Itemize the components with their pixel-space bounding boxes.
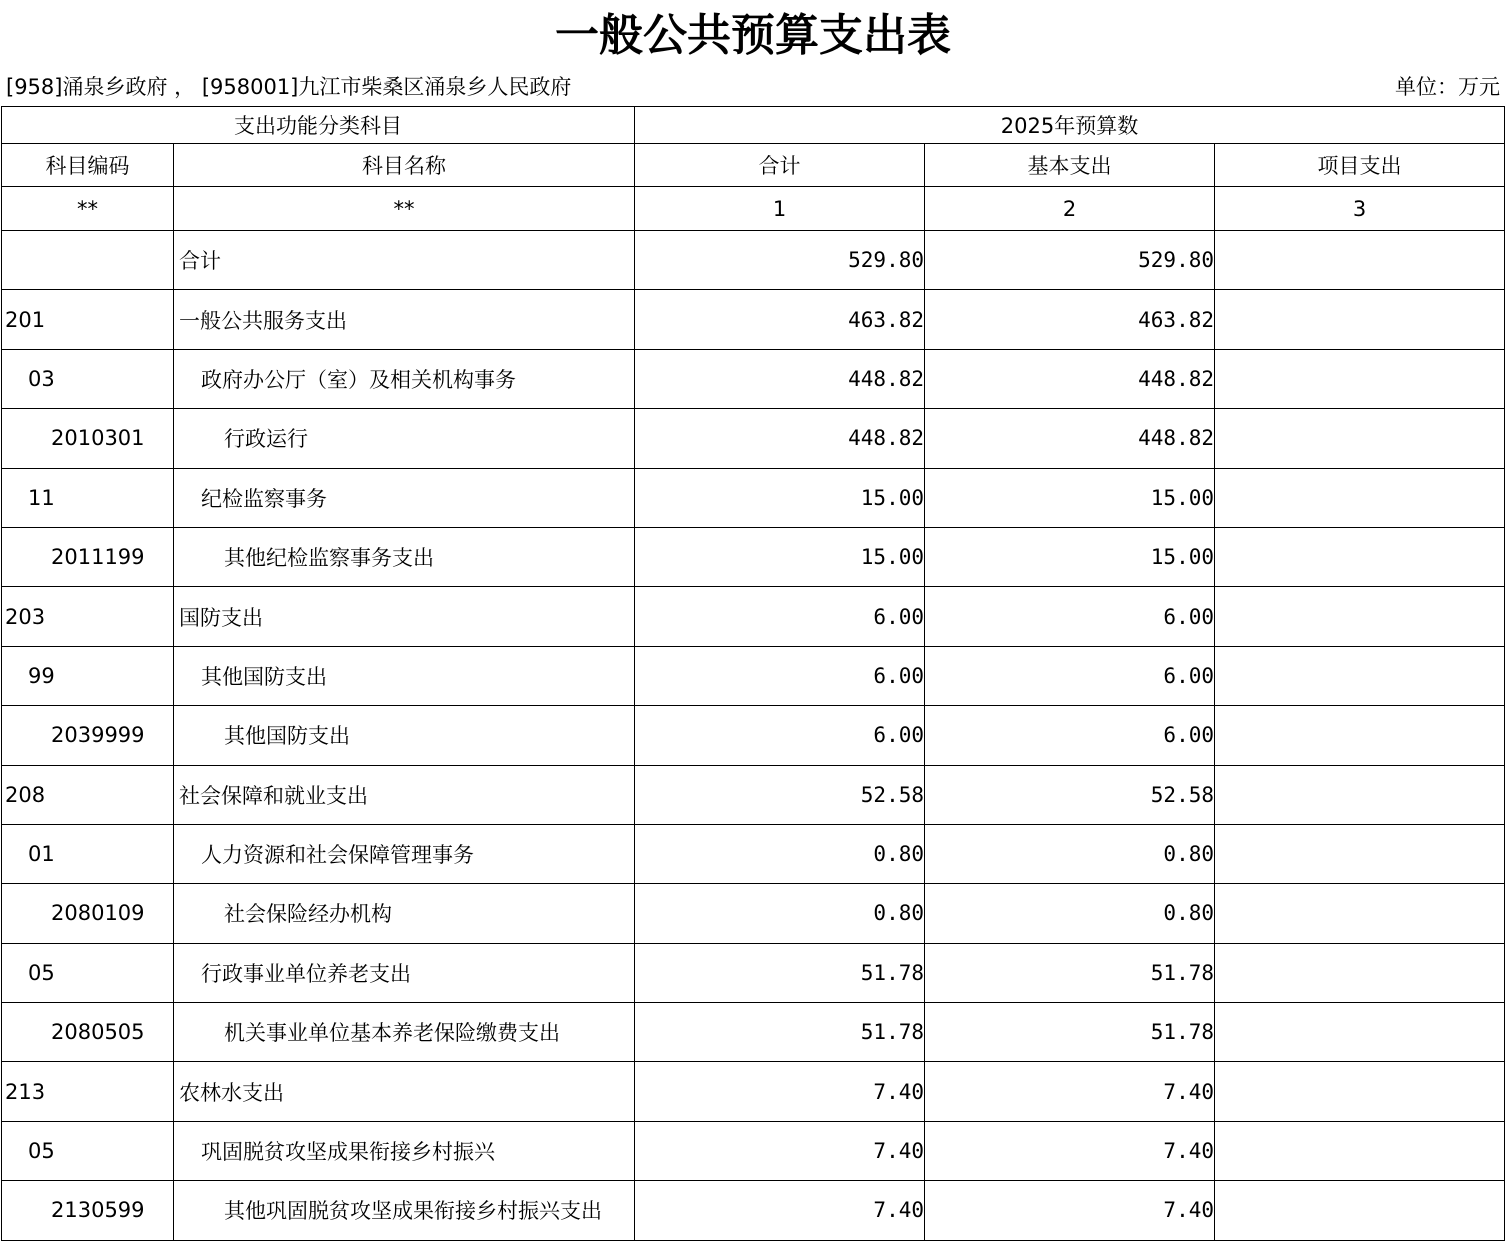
header-budget-year: 2025年预算数 xyxy=(635,107,1505,144)
basic-amount: 0.80 xyxy=(925,824,1215,883)
subject-code: 213 xyxy=(2,1062,174,1121)
total-amount: 0.80 xyxy=(635,824,925,883)
index-total: 1 xyxy=(635,187,925,231)
total-amount: 15.00 xyxy=(635,527,925,586)
project-amount xyxy=(1215,468,1505,527)
table-row xyxy=(2,824,1505,883)
table-row xyxy=(2,943,1505,1002)
header-function-category: 支出功能分类科目 xyxy=(2,107,635,144)
table-row xyxy=(2,1181,1505,1240)
index-basic: 2 xyxy=(925,187,1215,231)
total-amount: 51.78 xyxy=(635,943,925,1002)
total-amount: 52.58 xyxy=(635,765,925,824)
budget-table xyxy=(1,106,1505,1241)
subject-code: 2039999 xyxy=(2,706,174,765)
header-subject-name: 科目名称 xyxy=(174,144,635,187)
basic-amount: 7.40 xyxy=(925,1062,1215,1121)
total-amount: 529.80 xyxy=(635,231,925,290)
subject-name: 社会保险经办机构 xyxy=(174,884,635,943)
subject-code: 201 xyxy=(2,290,174,349)
subject-code: 01 xyxy=(2,824,174,883)
header-total: 合计 xyxy=(635,144,925,187)
header-project-expenditure: 项目支出 xyxy=(1215,144,1505,187)
subject-name: 国防支出 xyxy=(174,587,635,646)
basic-amount: 529.80 xyxy=(925,231,1215,290)
unit-label: 单位：万元 xyxy=(1395,75,1500,99)
table-row xyxy=(2,1121,1505,1180)
basic-amount: 52.58 xyxy=(925,765,1215,824)
subject-name: 一般公共服务支出 xyxy=(174,290,635,349)
subject-name: 巩固脱贫攻坚成果衔接乡村振兴 xyxy=(174,1121,635,1180)
total-amount: 448.82 xyxy=(635,409,925,468)
basic-amount: 6.00 xyxy=(925,587,1215,646)
subject-code: 05 xyxy=(2,1121,174,1180)
project-amount xyxy=(1215,587,1505,646)
subject-code: 2080505 xyxy=(2,1003,174,1062)
page-title: 一般公共预算支出表 xyxy=(555,10,951,61)
header-basic-expenditure: 基本支出 xyxy=(925,144,1215,187)
total-amount: 7.40 xyxy=(635,1121,925,1180)
subject-code: 208 xyxy=(2,765,174,824)
project-amount xyxy=(1215,349,1505,408)
total-amount: 463.82 xyxy=(635,290,925,349)
subject-name: 其他巩固脱贫攻坚成果衔接乡村振兴支出 xyxy=(174,1181,635,1240)
subject-code: 2011199 xyxy=(2,527,174,586)
table-row xyxy=(2,646,1505,705)
project-amount xyxy=(1215,1181,1505,1240)
subject-name: 其他国防支出 xyxy=(174,646,635,705)
subject-code: 2080109 xyxy=(2,884,174,943)
basic-amount: 15.00 xyxy=(925,468,1215,527)
header-column-row xyxy=(2,144,1505,187)
subject-code: 99 xyxy=(2,646,174,705)
project-amount xyxy=(1215,290,1505,349)
subject-name: 其他纪检监察事务支出 xyxy=(174,527,635,586)
total-amount: 0.80 xyxy=(635,884,925,943)
subject-code: 203 xyxy=(2,587,174,646)
total-amount: 7.40 xyxy=(635,1062,925,1121)
project-amount xyxy=(1215,409,1505,468)
subject-code: 05 xyxy=(2,943,174,1002)
header-group-row xyxy=(2,107,1505,144)
subject-code: 2130599 xyxy=(2,1181,174,1240)
project-amount xyxy=(1215,1062,1505,1121)
header-index-row xyxy=(2,187,1505,231)
basic-amount: 448.82 xyxy=(925,349,1215,408)
index-name: ** xyxy=(174,187,635,231)
subject-name: 社会保障和就业支出 xyxy=(174,765,635,824)
total-amount: 15.00 xyxy=(635,468,925,527)
header-subject-code: 科目编码 xyxy=(2,144,174,187)
table-row xyxy=(2,765,1505,824)
subject-name: 机关事业单位基本养老保险缴费支出 xyxy=(174,1003,635,1062)
subject-name: 行政事业单位养老支出 xyxy=(174,943,635,1002)
basic-amount: 51.78 xyxy=(925,943,1215,1002)
basic-amount: 7.40 xyxy=(925,1181,1215,1240)
table-row xyxy=(2,1062,1505,1121)
total-amount: 6.00 xyxy=(635,706,925,765)
total-amount: 6.00 xyxy=(635,646,925,705)
subject-code xyxy=(2,231,174,290)
total-amount: 6.00 xyxy=(635,587,925,646)
subject-name: 人力资源和社会保障管理事务 xyxy=(174,824,635,883)
total-amount: 51.78 xyxy=(635,1003,925,1062)
table-row xyxy=(2,1003,1505,1062)
subject-code: 11 xyxy=(2,468,174,527)
subject-name: 合计 xyxy=(174,231,635,290)
basic-amount: 463.82 xyxy=(925,290,1215,349)
index-project: 3 xyxy=(1215,187,1505,231)
basic-amount: 6.00 xyxy=(925,646,1215,705)
project-amount xyxy=(1215,943,1505,1002)
subject-code: 2010301 xyxy=(2,409,174,468)
table-row-grand-total xyxy=(2,231,1505,290)
table-row xyxy=(2,409,1505,468)
subject-name: 纪检监察事务 xyxy=(174,468,635,527)
table-row xyxy=(2,527,1505,586)
project-amount xyxy=(1215,824,1505,883)
basic-amount: 15.00 xyxy=(925,527,1215,586)
project-amount xyxy=(1215,646,1505,705)
project-amount xyxy=(1215,706,1505,765)
project-amount xyxy=(1215,884,1505,943)
total-amount: 448.82 xyxy=(635,349,925,408)
table-row xyxy=(2,290,1505,349)
basic-amount: 7.40 xyxy=(925,1121,1215,1180)
subject-name: 农林水支出 xyxy=(174,1062,635,1121)
basic-amount: 448.82 xyxy=(925,409,1215,468)
basic-amount: 6.00 xyxy=(925,706,1215,765)
table-row xyxy=(2,706,1505,765)
basic-amount: 0.80 xyxy=(925,884,1215,943)
table-row xyxy=(2,587,1505,646)
project-amount xyxy=(1215,231,1505,290)
project-amount xyxy=(1215,1121,1505,1180)
project-amount xyxy=(1215,527,1505,586)
subject-name: 行政运行 xyxy=(174,409,635,468)
subject-name: 政府办公厅（室）及相关机构事务 xyxy=(174,349,635,408)
organization-label: [958]涌泉乡政府 ， [958001]九江市柴桑区涌泉乡人民政府 xyxy=(6,75,572,99)
project-amount xyxy=(1215,765,1505,824)
subject-code: 03 xyxy=(2,349,174,408)
project-amount xyxy=(1215,1003,1505,1062)
total-amount: 7.40 xyxy=(635,1181,925,1240)
index-code: ** xyxy=(2,187,174,231)
subject-name: 其他国防支出 xyxy=(174,706,635,765)
basic-amount: 51.78 xyxy=(925,1003,1215,1062)
table-row xyxy=(2,884,1505,943)
table-row xyxy=(2,349,1505,408)
table-row xyxy=(2,468,1505,527)
